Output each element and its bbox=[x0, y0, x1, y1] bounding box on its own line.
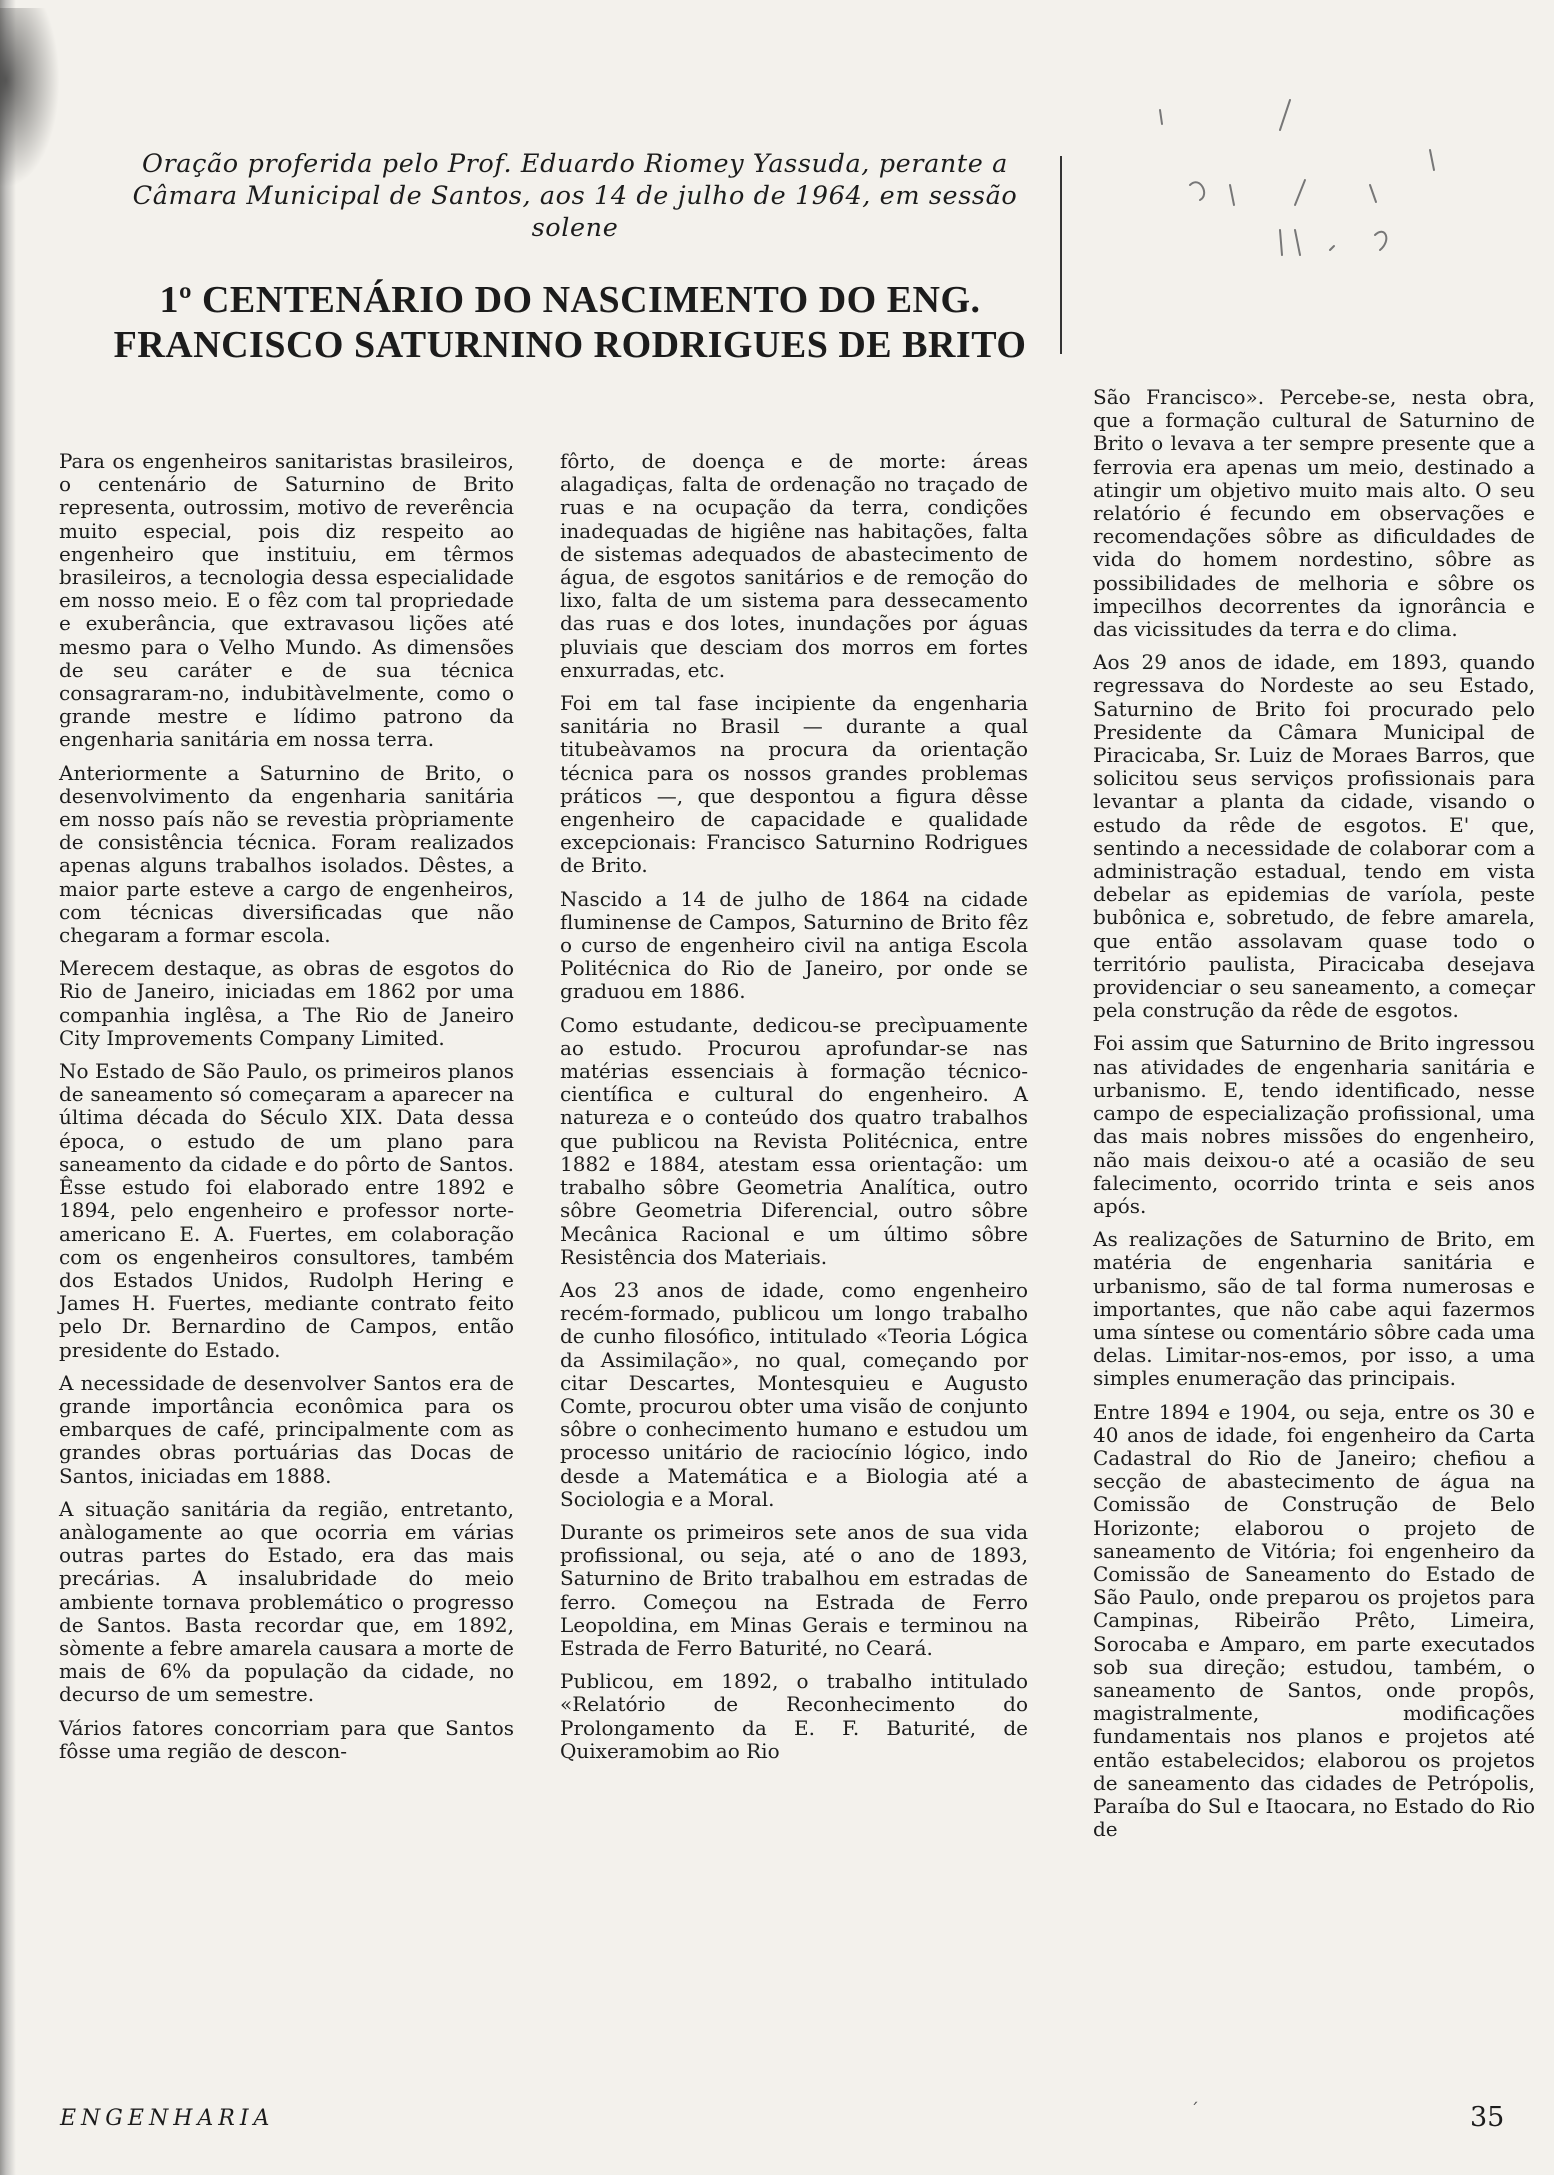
text-column-1 bbox=[59, 450, 514, 1773]
paragraph: São Francisco». Percebe-se, nesta obra, que a formação cultural de Saturnino de Brito o levava a ter sempre presente que a ferrovia era apenas um meio, destinado a atingir um objetivo muito mais alto. O seu relatório é fecundo em observações e recomendações sôbre as dificuldades de vida do homem nordestino, sôbre as possibilidades de melhoria e sôbre os impecilhos decorrentes da ignorância e das vicissitudes da terra e do clima. bbox=[1093, 385, 1535, 642]
paragraph: Foi em tal fase incipiente da engenharia sanitária no Brasil — durante a qual titubeàvamos na procura da orientação técnica para os nossos grandes problemas práticos —, que despontou a figura dêsse engenheiro de capacidade e qualidade excepcionais: Francisco Saturnino Rodrigues de Brito. bbox=[560, 691, 1028, 878]
page-number: 35 bbox=[1470, 2102, 1505, 2133]
paragraph: Anteriormente a Saturnino de Brito, o desenvolvimento da engenharia sanitária em nosso país não se revestia pròpriamente de consistência técnica. Foram realizados apenas alguns trabalhos isolados. Dêstes, a maior parte esteve a cargo de engenheiros, com técnicas diversificadas que não chegaram a formar escola. bbox=[59, 760, 514, 948]
paragraph: A situação sanitária da região, entretanto, anàlogamente ao que ocorria em várias outras partes do Estado, era das mais precárias. A insalubridade do meio ambiente tornava problemático o progresso de Santos. Basta recordar que, em 1892, sòmente a febre amarela causara a morte de mais de 6% da população da cidade, no decurso de um semestre. bbox=[59, 1496, 514, 1707]
paragraph: No Estado de São Paulo, os primeiros planos de saneamento só começaram a aparecer na última década do Século XIX. Data dessa época, o estudo de um plano para saneamento da cidade e do pôrto de Santos. Êsse estudo foi elaborado entre 1892 e 1894, pelo engenheiro e professor norte-americano E. A. Fuertes, em colaboração com os engenheiros consultores, também dos Estados Unidos, Rudolph Hering e James H. Fuertes, mediante contrato feito pelo Dr. Bernardino de Campos, então presidente do Estado. bbox=[59, 1059, 514, 1362]
journal-name: ENGENHARIA bbox=[60, 2106, 275, 2131]
article-title: 1º CENTENÁRIO DO NASCIMENTO DO ENG. FRANCISCO SATURNINO RODRIGUES DE BRITO bbox=[113, 279, 1027, 366]
paragraph: Aos 29 anos de idade, em 1893, quando regressava do Nordeste ao seu Estado, Saturnino de Brito foi procurado pelo Presidente da Câmara Municipal de Piracicaba, Sr. Luiz de Moraes Barros, que solicitou seus serviços profissionais para levantar a planta da cidade, visando o estudo da rêde de esgotos. E' que, sentindo a necessidade de colaborar com a administração estadual, tendo em vista debelar as epidemias de varíola, peste bubônica e, sobretudo, de febre amarela, que então assolavam quase todo o território paulista, Piracicaba desejava providenciar o seu saneamento, a começar pela construção da rêde de esgotos. bbox=[1093, 650, 1535, 1023]
paragraph: Entre 1894 e 1904, ou seja, entre os 30 e 40 anos de idade, foi engenheiro da Carta Cadastral do Rio de Janeiro; chefiou a secção de abastecimento de água na Comissão de Construção de Belo Horizonte; elaborou o projeto de saneamento de Vitória; foi engenheiro da Comissão de Saneamento do Estado de São Paulo, onde preparou os projetos para Campinas, Ribeirão Prêto, Limeira, Sorocaba e Amparo, em parte executados sob sua direção; estudou, também, o saneamento de Santos, onde propôs, magistralmente, modificações fundamentais nos planos e projetos até então estabelecidos; elaborou os projetos de saneamento das cidades de Petrópolis, Paraíba do Sul e Itaocara, no Estado do Rio de bbox=[1093, 1399, 1535, 1842]
header-divider bbox=[1060, 156, 1062, 354]
intro-note: Oração proferida pelo Prof. Eduardo Riomey Yassuda, perante a Câmara Municipal de Santos, aos 14 de julho de 1964, em sessão solene bbox=[132, 149, 1018, 243]
scan-edge-shadow bbox=[0, 0, 16, 2175]
print-mark: ´ bbox=[1190, 2100, 1199, 2121]
paragraph: Durante os primeiros sete anos de sua vida profissional, ou seja, até o ano de 1893, Saturnino de Brito trabalhou em estradas de ferro. Começou na Estrada de Ferro Leopoldina, em Minas Gerais e terminou na Estrada de Ferro Baturité, no Ceará. bbox=[560, 1519, 1028, 1660]
paragraph: As realizações de Saturnino de Brito, em matéria de engenharia sanitária e urbanismo, são de tal forma numerosas e importantes, que não cabe aqui fazermos uma síntese ou comentário sôbre cada uma delas. Limitar-nos-emos, por isso, a uma simples enumeração das principais. bbox=[1093, 1227, 1535, 1391]
paragraph: Publicou, em 1892, o trabalho intitulado «Relatório de Reconhecimento do Prolongamento da E. F. Baturité, de Quixeramobim ao Rio bbox=[560, 1669, 1028, 1763]
paragraph: A necessidade de desenvolver Santos era de grande importância econômica para os embarques de café, principalmente com as grandes obras portuárias das Docas de Santos, iniciadas em 1888. bbox=[59, 1370, 514, 1488]
paragraph: Merecem destaque, as obras de esgotos do Rio de Janeiro, iniciadas em 1862 por uma companhia inglêsa, a The Rio de Janeiro City Improvements Company Limited. bbox=[59, 956, 514, 1050]
handwritten-marks bbox=[1130, 90, 1460, 260]
paragraph: Como estudante, dedicou-se precìpuamente ao estudo. Procurou aprofundar-se nas matérias essenciais à formação técnico-científica e cultural do engenheiro. A natureza e o conteúdo dos quatro trabalhos que publicou na Revista Politécnica, entre 1882 e 1884, atestam essa orientação: um trabalho sôbre Geometria Analítica, outro sôbre Geometria Diferencial, outro sôbre Mecânica Racional e um último sôbre Resistência dos Materiais. bbox=[560, 1012, 1028, 1269]
paragraph: Foi assim que Saturnino de Brito ingressou nas atividades de engenharia sanitária e urbanismo. E, tendo identificado, nesse campo de especialização profissional, uma das mais nobres missões do engenheiro, não mais deixou-o até a ocasião de seu falecimento, ocorrido trinta e seis anos após. bbox=[1093, 1031, 1535, 1218]
paragraph: Para os engenheiros sanitaristas brasileiros, o centenário de Saturnino de Brito representa, outrossim, motivo de reverência muito especial, pois diz respeito ao engenheiro que instituiu, em têrmos brasileiros, a tecnologia dessa especialidade em nosso meio. E o fêz com tal propriedade e exuberância, que extravasou lições até mesmo para o Velho Mundo. As dimensões de seu caráter e de sua técnica consagraram-no, indubitàvelmente, como o grande mestre e lídimo patrono da engenharia sanitária em nossa terra. bbox=[59, 449, 514, 752]
paragraph: Vários fatores concorriam para que Santos fôsse uma região de descon- bbox=[59, 1715, 514, 1763]
paragraph: Aos 23 anos de idade, como engenheiro recém-formado, publicou um longo trabalho de cunho filosófico, intitulado «Teoria Lógica da Assimilação», no qual, começando por citar Descartes, Montesquieu e Augusto Comte, procurou obter uma visão de conjunto sôbre o conhecimento humano e estudou um processo unitário de raciocínio lógico, indo desde a Matemática e a Biologia até a Sociologia e a Moral. bbox=[560, 1277, 1028, 1511]
scan-edge-blot bbox=[0, 8, 60, 188]
paragraph: fôrto, de doença e de morte: áreas alagadiças, falta de ordenação no traçado de ruas e na ocupação da terra, condições inadequadas de higiêne nas habitações, falta de sistemas adequados de abastecimento de água, de esgotos sanitários e de remoção do lixo, falta de um sistema para dessecamento das ruas e dos lotes, inundações por águas pluviais que desciam dos morros em fortes enxurradas, etc. bbox=[560, 449, 1028, 682]
paragraph: Nascido a 14 de julho de 1864 na cidade fluminense de Campos, Saturnino de Brito fêz o curso de engenheiro civil na antiga Escola Politécnica do Rio de Janeiro, por onde se graduou em 1886. bbox=[560, 886, 1028, 1004]
text-column-2 bbox=[560, 450, 1028, 1773]
text-column-3 bbox=[1093, 386, 1535, 1851]
